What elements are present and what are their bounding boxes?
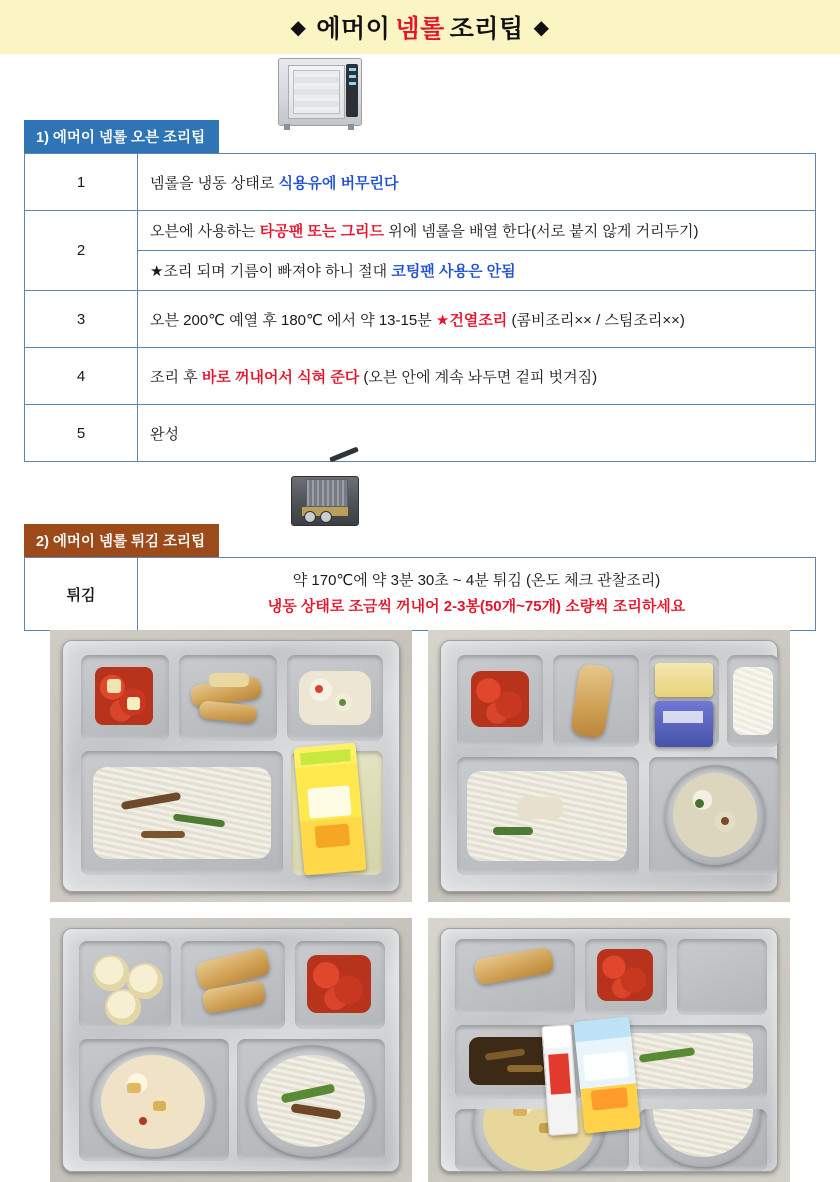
text-plain: ★조리 되며 기름이 빠져야 하니 절대 [150, 263, 392, 280]
row-content [138, 348, 816, 405]
diamond-right-icon: ◆ [533, 16, 550, 39]
page-title [0, 0, 840, 54]
meal-tray-photo-2 [428, 630, 790, 902]
row-number: 5 [25, 405, 138, 462]
row-number: 1 [25, 154, 138, 211]
text-plain: 조리 후 [150, 368, 202, 386]
fry-content [138, 558, 816, 631]
row-content: 완성 [138, 405, 816, 462]
text-highlight-red: 타공팬 또는 그리드 [259, 223, 385, 240]
fryer-section [0, 524, 840, 557]
deep-fryer-icon [285, 462, 365, 530]
oven-section-header: 1) 에머이 넴롤 오븐 조리팁 [24, 120, 219, 153]
row-content [138, 251, 816, 291]
text-highlight-blue: 식용유에 버무린다 [278, 174, 399, 192]
fry-line-2: 냉동 상태로 조금씩 꺼내어 2-3봉(50개~75개) 소량씩 조리하세요 [267, 598, 686, 615]
table-row [25, 291, 816, 348]
oven-tips-table [24, 153, 816, 462]
photo-gallery [50, 630, 790, 1182]
title-part-1: 에머이 [316, 15, 391, 43]
text-plain-2: (콤비조리×× / 스팀조리××) [507, 311, 685, 329]
meal-tray-photo-1 [50, 630, 412, 902]
meal-tray-photo-3 [50, 918, 412, 1182]
row-content [138, 154, 816, 211]
text-plain-2: 위에 넴롤을 배열 한다(서로 붙지 않게 거리두기) [384, 223, 699, 240]
row-number: 4 [25, 348, 138, 405]
combi-oven-icon [278, 58, 360, 130]
text-plain: 오븐 200℃ 예열 후 180℃ 에서 약 13-15분 [150, 311, 436, 329]
text-plain-2: (오븐 안에 계속 놔두면 겉피 벗겨짐) [359, 368, 598, 386]
text-plain: 넴롤을 냉동 상태로 [150, 174, 279, 192]
drink-pouch [294, 743, 367, 876]
meal-tray-photo-4 [428, 918, 790, 1182]
table-row [25, 405, 816, 462]
title-part-2: 넴롤 [395, 15, 445, 43]
oven-section [0, 120, 840, 153]
row-content [138, 211, 816, 251]
fry-label: 튀김 [25, 558, 138, 631]
table-row [25, 348, 816, 405]
table-row [25, 211, 816, 251]
title-part-3: 조리팁 [449, 15, 524, 43]
text-highlight-red: 바로 꺼내어서 식혀 준다 [201, 368, 360, 386]
table-row [25, 251, 816, 291]
diamond-left-icon: ◆ [290, 16, 307, 39]
drink-pouch [573, 1016, 640, 1133]
table-row [25, 558, 816, 631]
row-number: 2 [25, 211, 138, 291]
table-row [25, 154, 816, 211]
fry-tips-table [24, 557, 816, 631]
text-highlight-red: ★건열조리 [435, 311, 508, 329]
row-content [138, 291, 816, 348]
fry-line-1: 약 170℃에 약 3분 30초 ~ 4분 튀김 (온도 체크 관찰조리) [292, 571, 661, 589]
text-highlight-blue: 코팅팬 사용은 안됨 [391, 263, 516, 280]
text-plain: 오븐에 사용하는 [150, 223, 260, 240]
row-number: 3 [25, 291, 138, 348]
fryer-section-header: 2) 에머이 넴롤 튀김 조리팁 [24, 524, 219, 557]
